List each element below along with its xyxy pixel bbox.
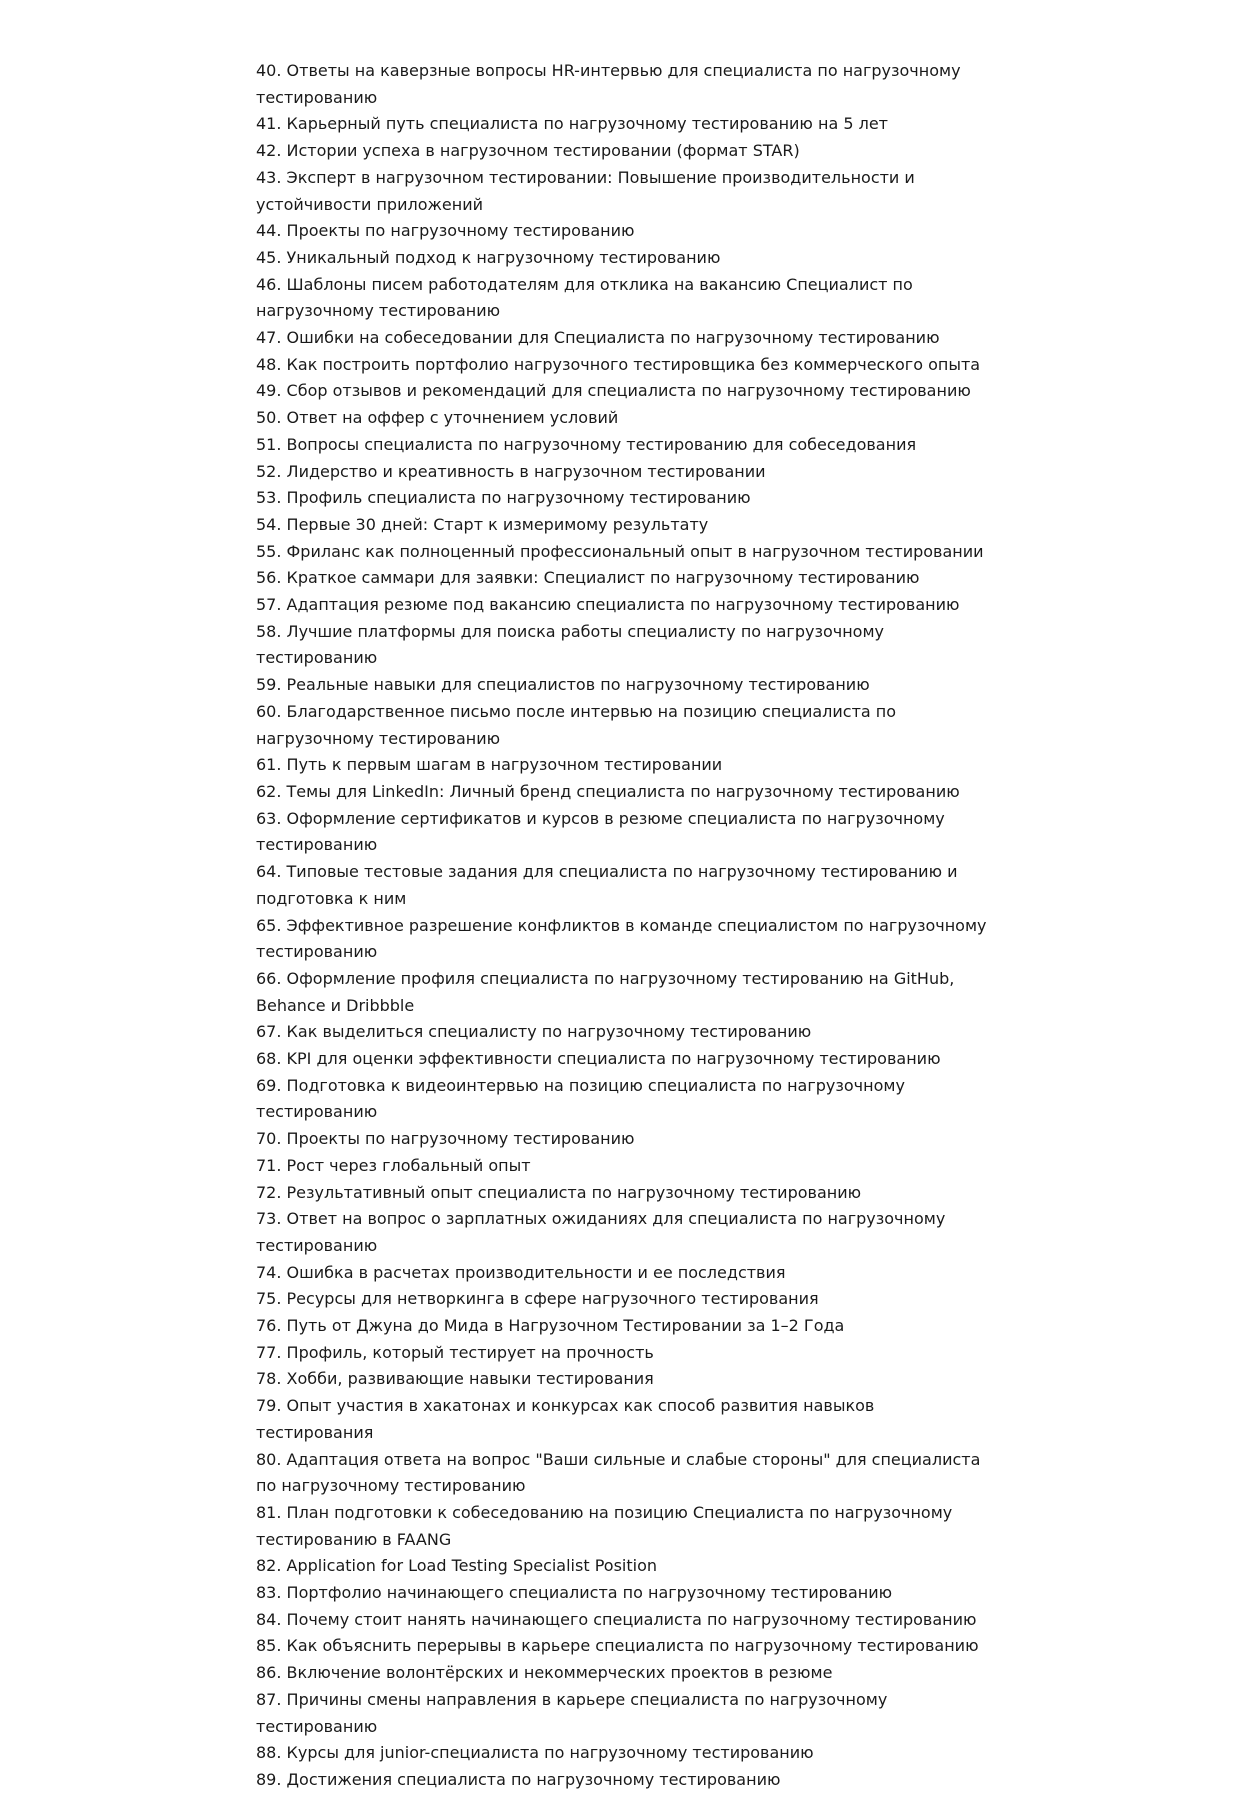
list-item: 78. Хобби, развивающие навыки тестирования bbox=[256, 1369, 654, 1389]
document-page bbox=[256, 58, 996, 1794]
list-item: 83. Портфолио начинающего специалиста по нагрузочному тестированию bbox=[256, 1583, 893, 1603]
list-item: 63. Оформление сертификатов и курсов в резюме специалиста по нагрузочному тестированию bbox=[256, 808, 945, 855]
list-item: 77. Профиль, который тестирует на прочность bbox=[256, 1342, 654, 1362]
list-item: 69. Подготовка к видеоинтервью на позицию специалиста по нагрузочному тестированию bbox=[256, 1075, 905, 1122]
list-item: 48. Как построить портфолио нагрузочного тестировщика без коммерческого опыта bbox=[256, 354, 981, 374]
list-item: 87. Причины смены направления в карьере специалиста по нагрузочному тестированию bbox=[256, 1689, 888, 1736]
list-item: 57. Адаптация резюме под вакансию специалиста по нагрузочному тестированию bbox=[256, 595, 960, 615]
list-item: 73. Ответ на вопрос о зарплатных ожиданиях для специалиста по нагрузочному тестированию bbox=[256, 1209, 946, 1255]
list-item: 59. Реальные навыки для специалистов по нагрузочному тестированию bbox=[256, 675, 870, 695]
list-item: 40. Ответы на каверзные вопросы HR-интервью для специалиста по нагрузочному тестированию bbox=[256, 61, 961, 107]
list-item: 55. Фриланс как полноценный профессиональный опыт в нагрузочном тестировании bbox=[256, 541, 984, 561]
list-item: 50. Ответ на оффер с уточнением условий bbox=[256, 408, 619, 428]
list-item: 74. Ошибка в расчетах производительности и ее последствия bbox=[256, 1262, 786, 1282]
list-item: 70. Проекты по нагрузочному тестированию bbox=[256, 1129, 635, 1149]
list-item: 81. План подготовки к собеседованию на позицию Специалиста по нагрузочному тестированию в FAANG bbox=[256, 1502, 953, 1549]
list-item: 86. Включение волонтёрских и некоммерческих проектов в резюме bbox=[256, 1663, 833, 1683]
list-item: 89. Достижения специалиста по нагрузочному тестированию bbox=[256, 1770, 781, 1789]
list-item: 44. Проекты по нагрузочному тестированию bbox=[256, 221, 635, 241]
list-item: 62. Темы для LinkedIn: Личный бренд специалиста по нагрузочному тестированию bbox=[256, 781, 960, 801]
list-item: 58. Лучшие платформы для поиска работы специалисту по нагрузочному тестированию bbox=[256, 621, 884, 668]
list-item: 65. Эффективное разрешение конфликтов в команде специалистом по нагрузочному тестированию bbox=[256, 915, 987, 962]
list-item: 66. Оформление профиля специалиста по нагрузочному тестированию на GitHub, Behance и Dribbble bbox=[256, 968, 955, 1015]
list-item: 75. Ресурсы для нетворкинга в сфере нагрузочного тестирования bbox=[256, 1289, 819, 1309]
list-item: 84. Почему стоит нанять начинающего специалиста по нагрузочному тестированию bbox=[256, 1609, 977, 1629]
list-item: 53. Профиль специалиста по нагрузочному тестированию bbox=[256, 488, 751, 508]
list-item: 61. Путь к первым шагам в нагрузочном тестировании bbox=[256, 755, 723, 775]
list-item: 79. Опыт участия в хакатонах и конкурсах как способ развития навыков тестирования bbox=[256, 1396, 875, 1442]
list-item: 72. Результативный опыт специалиста по нагрузочному тестированию bbox=[256, 1182, 862, 1202]
list-item: 43. Эксперт в нагрузочном тестировании: Повышение производительности и устойчивости приложений bbox=[256, 167, 915, 214]
list-item: 52. Лидерство и креативность в нагрузочном тестировании bbox=[256, 461, 766, 481]
list-item: 54. Первые 30 дней: Старт к измеримому результату bbox=[256, 514, 709, 534]
list-item: 85. Как объяснить перерывы в карьере специалиста по нагрузочному тестированию bbox=[256, 1636, 979, 1656]
list-item: 47. Ошибки на собеседовании для Специалиста по нагрузочному тестированию bbox=[256, 328, 940, 348]
list-item: 51. Вопросы специалиста по нагрузочному тестированию для собеседования bbox=[256, 434, 917, 454]
list-item: 67. Как выделиться специалисту по нагрузочному тестированию bbox=[256, 1022, 812, 1042]
list-item: 80. Адаптация ответа на вопрос "Ваши сильные и слабые стороны" для специалиста по нагрузочному тестированию bbox=[256, 1449, 981, 1496]
list-item: 71. Рост через глобальный опыт bbox=[256, 1155, 531, 1175]
list-item: 45. Уникальный подход к нагрузочному тестированию bbox=[256, 247, 721, 267]
list-item: 88. Курсы для junior-специалиста по нагрузочному тестированию bbox=[256, 1743, 814, 1763]
list-item: 64. Типовые тестовые задания для специалиста по нагрузочному тестированию и подготовка к ним bbox=[256, 862, 958, 908]
list-item: 68. KPI для оценки эффективности специалиста по нагрузочному тестированию bbox=[256, 1049, 941, 1069]
list-item: 42. Истории успеха в нагрузочном тестировании (формат STAR) bbox=[256, 141, 800, 161]
list-item: 82. Application for Load Testing Specialist Position bbox=[256, 1556, 657, 1576]
list-item: 60. Благодарственное письмо после интервью на позицию специалиста по нагрузочному тестированию bbox=[256, 701, 897, 748]
list-item: 76. Путь от Джуна до Мида в Нагрузочном Тестировании за 1–2 Года bbox=[256, 1316, 845, 1336]
list-item: 41. Карьерный путь специалиста по нагрузочному тестированию на 5 лет bbox=[256, 114, 888, 134]
list-item: 46. Шаблоны писем работодателям для отклика на вакансию Специалист по нагрузочному тестированию bbox=[256, 274, 913, 321]
numbered-topic-list bbox=[256, 58, 996, 1794]
list-item: 56. Краткое саммари для заявки: Специалист по нагрузочному тестированию bbox=[256, 568, 920, 588]
list-item: 49. Сбор отзывов и рекомендаций для специалиста по нагрузочному тестированию bbox=[256, 381, 971, 401]
